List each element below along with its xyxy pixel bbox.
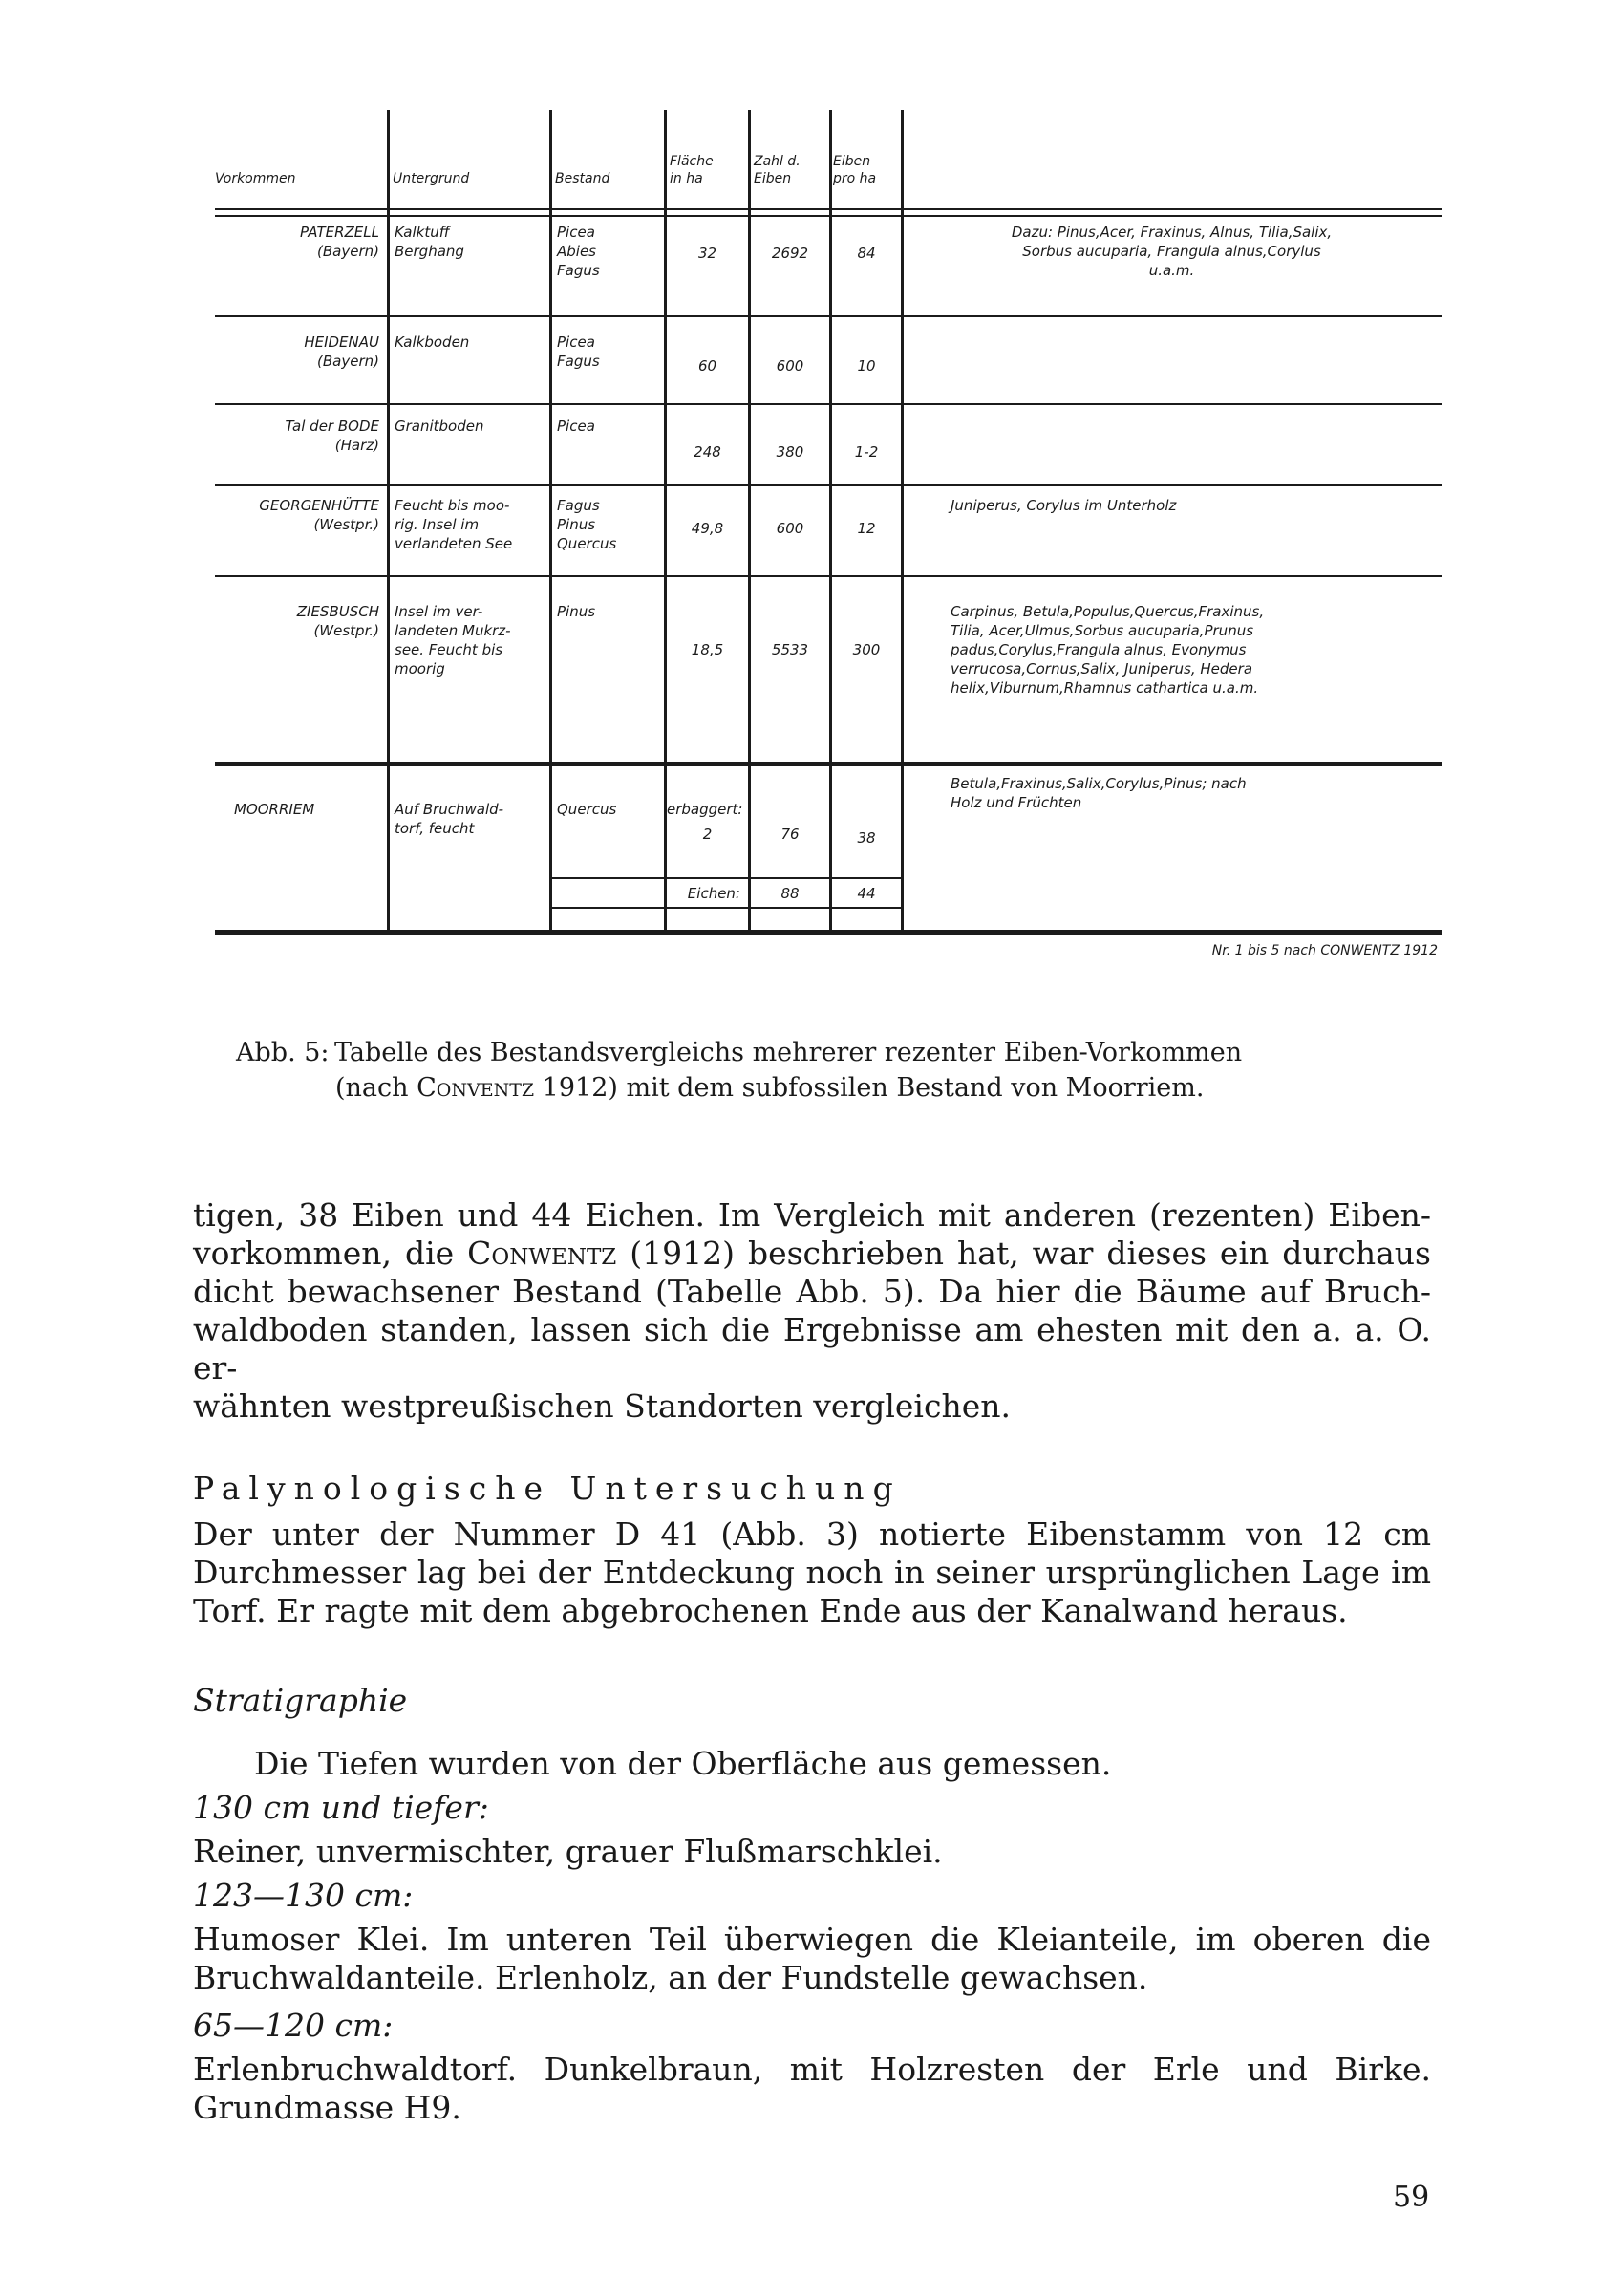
row4-bemerkung: Juniperus, Corylus im Unterholz <box>951 497 1177 514</box>
row1-bemerkung: Dazu: Pinus,Acer, Fraxinus, Alnus, Tilia,Salix, Sorbus aucuparia, Frangula alnus,Corylus u.a.m. <box>1011 224 1333 279</box>
row3-untergrund: Granitboden <box>395 418 484 435</box>
header-vorkommen: Vorkommen <box>215 171 296 186</box>
text-line: tigen, 38 Eiben und 44 Eichen. Im Vergleich mit anderen (rezenten) Eiben- <box>193 1196 1431 1234</box>
text-line: Humoser Klei. Im unteren Teil überwiegen die Kleianteile, im oberen die <box>193 1921 1431 1958</box>
row4-zahl: 600 <box>776 520 804 537</box>
depth-text-1: Reiner, unvermischter, grauer Flußmarschklei. <box>193 1833 943 1870</box>
text-line: Der unter der Nummer D 41 (Abb. 3) notierte Eibenstamm von 12 cm <box>193 1516 1431 1553</box>
row6-zahl: 76 <box>780 826 800 843</box>
row6-vorkommen: MOORRIEM <box>234 801 315 818</box>
text-line: Erlenbruchwaldtorf. Dunkelbraun, mit Holzresten der Erle und Birke. <box>193 2051 1431 2088</box>
table-bottom-rule <box>215 930 1442 935</box>
header-flaeche: Fläche in ha <box>670 154 714 186</box>
col-divider <box>387 110 390 932</box>
comparison-table <box>215 110 1442 979</box>
row3-bestand: Picea <box>557 418 595 435</box>
row1-pro-ha: 84 <box>857 245 876 262</box>
eichen-label: Eichen: <box>687 885 740 902</box>
header-zahl: Zahl d. Eiben <box>754 154 801 186</box>
row4-flaeche: 49,8 <box>691 520 724 537</box>
row-rule <box>215 315 1442 317</box>
text-line: Durchmesser lag bei der Entdeckung noch in seiner ursprünglichen Lage im <box>193 1554 1431 1591</box>
paragraph-1 <box>193 1196 1431 1426</box>
row1-flaeche: 32 <box>697 245 717 262</box>
row3-zahl: 380 <box>776 443 804 461</box>
depth-text-2 <box>193 1921 1431 1997</box>
depth-label-2: 123—130 cm: <box>193 1877 414 1914</box>
row5-bemerkung: Carpinus, Betula,Populus,Quercus,Fraxinus, Tilia, Acer,Ulmus,Sorbus aucuparia,Prunus padus,Corylus,Frangula alnus, Evonymus verrucosa,Cornus,Salix, Juniperus, Hedera helix,Viburnum,Rhamnus cathartica u.a.m. <box>951 603 1265 697</box>
row5-flaeche: 18,5 <box>691 641 724 658</box>
eichen-pro-ha: 44 <box>857 885 876 902</box>
row2-pro-ha: 10 <box>857 357 876 375</box>
row4-pro-ha: 12 <box>857 520 876 537</box>
row6-bemerkung: Betula,Fraxinus,Salix,Corylus,Pinus; nach Holz und Früchten <box>951 775 1247 811</box>
stratigraphie-heading: Stratigraphie <box>193 1682 408 1719</box>
eichen-zahl: 88 <box>780 885 800 902</box>
text-line: Bruchwaldanteile. Erlenholz, an der Fundstelle gewachsen. <box>193 1959 1148 1996</box>
row6-flaeche: 2 <box>702 826 713 843</box>
caption-line-1 <box>236 1035 1421 1070</box>
depth-label-1: 130 cm und tiefer: <box>193 1789 489 1826</box>
header-rule <box>215 215 1442 217</box>
paragraph-2 <box>193 1516 1431 1630</box>
caption-text: 1912) mit dem subfossilen Bestand von Moorriem. <box>534 1073 1205 1103</box>
row3-vorkommen: Tal der BODE (Harz) <box>285 418 379 454</box>
text: vorkommen, die <box>193 1235 468 1272</box>
caption-line-2 <box>236 1070 1421 1106</box>
row4-untergrund: Feucht bis moo- rig. Insel im verlandeten See <box>395 497 513 552</box>
header-bestand: Bestand <box>555 171 610 186</box>
row1-bestand: Picea Abies Fagus <box>557 224 600 279</box>
row6-bestand: Quercus <box>557 801 617 818</box>
row4-vorkommen: GEORGENHÜTTE (Westpr.) <box>259 497 379 533</box>
row2-bestand: Picea Fagus <box>557 333 600 370</box>
source-note: Nr. 1 bis 5 nach CONWENTZ 1912 <box>1211 943 1438 958</box>
author-name: Conventz <box>417 1073 535 1103</box>
col-divider <box>549 110 552 932</box>
figure-table <box>0 0 1624 1003</box>
header-untergrund: Untergrund <box>393 171 470 186</box>
row4-bestand: Fagus Pinus Quercus <box>557 497 617 552</box>
eichen-rule <box>549 907 903 909</box>
row5-bestand: Pinus <box>557 603 596 620</box>
caption-label: Abb. 5: <box>236 1038 330 1067</box>
depth-label-3: 65—120 cm: <box>193 2007 394 2044</box>
author-name: Conwentz <box>467 1235 617 1272</box>
text-line: Grundmasse H9. <box>193 2089 461 2126</box>
row-rule <box>215 403 1442 405</box>
row5-vorkommen: ZIESBUSCH (Westpr.) <box>296 603 379 639</box>
row3-flaeche: 248 <box>694 443 721 461</box>
row3-pro-ha: 1-2 <box>854 443 879 461</box>
row2-flaeche: 60 <box>697 357 717 375</box>
text-line: waldboden standen, lassen sich die Ergebnisse am ehesten mit den a. a. O. er- <box>193 1311 1431 1387</box>
text-line: wähnten westpreußischen Standorten vergleichen. <box>193 1387 1011 1425</box>
row-rule <box>215 484 1442 486</box>
stratigraphie-intro: Die Tiefen wurden von der Oberfläche aus gemessen. <box>254 1745 1112 1782</box>
row2-zahl: 600 <box>776 357 804 375</box>
row6-pro-ha: 38 <box>857 829 876 847</box>
col-divider <box>901 110 904 932</box>
row2-untergrund: Kalkboden <box>395 333 470 351</box>
text: (1912) beschrieben hat, war dieses ein durchaus <box>616 1235 1431 1272</box>
caption-text: Tabelle des Bestandsvergleichs mehrerer rezenter Eiben-Vorkommen <box>334 1038 1243 1067</box>
row6-untergrund: Auf Bruchwald- torf, feucht <box>395 801 504 837</box>
row5-zahl: 5533 <box>771 641 809 658</box>
eichen-rule <box>549 877 903 879</box>
row6-flaeche-label: erbaggert: <box>667 801 743 818</box>
row-rule <box>215 575 1442 577</box>
row1-untergrund: Kalktuff Berghang <box>395 224 464 260</box>
caption-text: (nach <box>335 1073 417 1103</box>
row-rule-thick <box>215 762 1442 766</box>
figure-caption <box>236 1035 1421 1106</box>
depth-text-3 <box>193 2051 1431 2127</box>
page-number: 59 <box>1393 2181 1430 2214</box>
row5-pro-ha: 300 <box>852 641 881 658</box>
row5-untergrund: Insel im ver- landeten Mukrz- see. Feucht bis moorig <box>395 603 511 677</box>
header-rule <box>215 208 1442 210</box>
text-line <box>193 1235 1431 1273</box>
text-line: dicht bewachsener Bestand (Tabelle Abb. 5). Da hier die Bäume auf Bruch- <box>193 1273 1431 1310</box>
row1-zahl: 2692 <box>771 245 809 262</box>
text-line: Torf. Er ragte mit dem abgebrochenen Ende aus der Kanalwand heraus. <box>193 1592 1348 1629</box>
header-eiben-pro-ha: Eiben pro ha <box>833 154 877 186</box>
section-heading: Palynologische Untersuchung <box>193 1470 902 1507</box>
row2-vorkommen: HEIDENAU (Bayern) <box>304 333 379 370</box>
row1-vorkommen: PATERZELL (Bayern) <box>300 224 379 260</box>
